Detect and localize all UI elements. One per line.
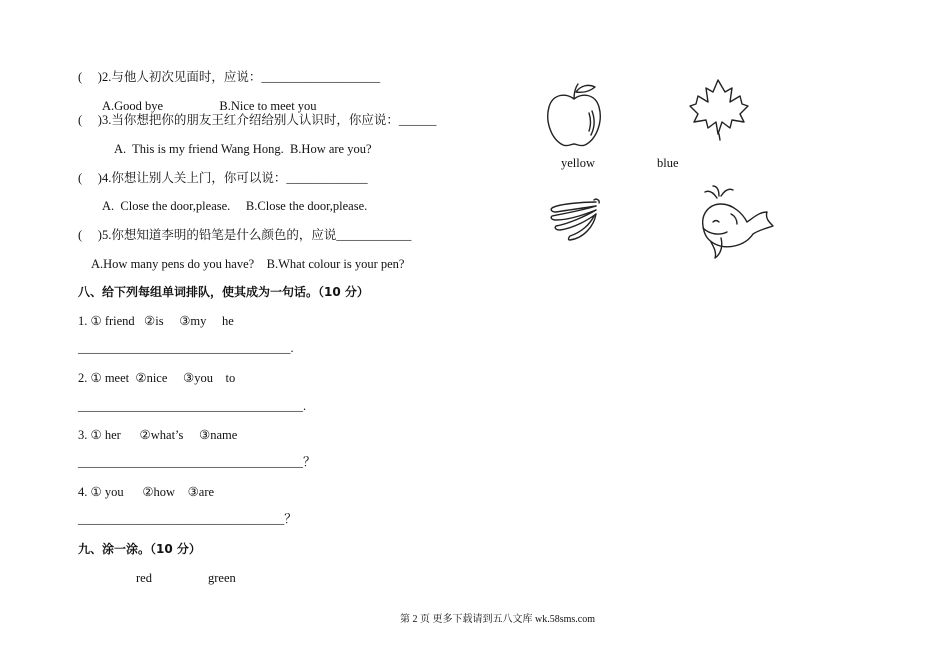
color-label-blue: blue (657, 156, 679, 170)
whale-icon (697, 184, 775, 260)
question-5: ( )5.你想知道李明的铅笔是什么颜色的，应说____________ (78, 228, 412, 242)
question-4: ( )4.你想让别人关上门，你可以说：_____________ (78, 171, 368, 185)
reorder-item-4-words: 4. ① you ②how ③are (78, 485, 215, 499)
reorder-item-2-answer: ____________________________________. (78, 399, 307, 413)
bananas-icon (548, 196, 602, 242)
reorder-item-4-answer: _________________________________？ (78, 512, 297, 526)
question-3-options: A. This is my friend Wang Hong. B.How are you? (114, 142, 372, 156)
section-8-title: 八、给下列每组单词排队，使其成为一句话。（10 分） (78, 285, 369, 299)
reorder-item-3-words: 3. ① her ②what’s ③name (78, 428, 238, 442)
question-2-options: A.Good bye B.Nice to meet you (102, 99, 317, 113)
apple-icon (545, 83, 603, 149)
reorder-item-3-answer: ____________________________________？ (78, 455, 316, 469)
question-2: ( )2.与他人初次见面时，应说：___________________ (78, 70, 381, 84)
color-label-green: green (208, 571, 236, 585)
page-footer: 第 2 页 更多下载请到五八文库 wk.58sms.com (400, 614, 595, 625)
color-label-red: red (136, 571, 152, 585)
question-4-options: A. Close the door,please. B.Close the door,please. (102, 199, 368, 213)
question-5-options: A.How many pens do you have? B.What colour is your pen? (91, 257, 405, 271)
section-9-title: 九、涂一涂。（10 分） (78, 542, 201, 556)
reorder-item-1-answer: __________________________________. (78, 341, 294, 355)
reorder-item-1-words: 1. ① friend ②is ③my he (78, 314, 234, 328)
maple-leaf-icon (688, 78, 752, 140)
color-label-yellow: yellow (561, 156, 596, 170)
question-3: ( )3.当你想把你的朋友王红介绍给别人认识时，你应说：______ (78, 113, 437, 127)
reorder-item-2-words: 2. ① meet ②nice ③you to (78, 371, 236, 385)
